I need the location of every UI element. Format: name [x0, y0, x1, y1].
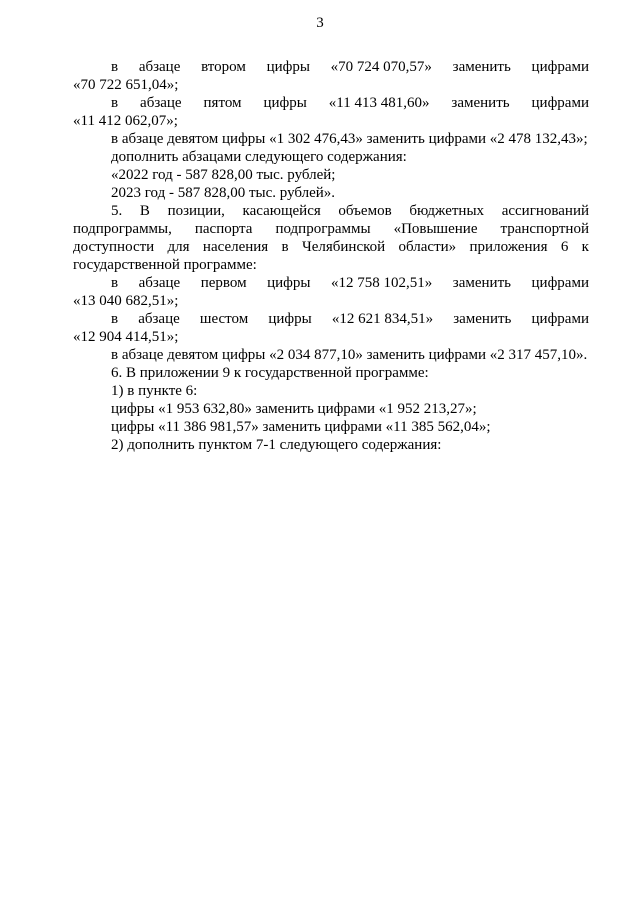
word: абзаце — [138, 275, 181, 291]
word: «11 413 481,60» — [328, 95, 430, 111]
word: шестом — [199, 311, 249, 327]
word: заменить — [451, 95, 510, 111]
amendment-item-5 — [73, 202, 589, 274]
word: цифры — [266, 59, 310, 75]
amendment-paragraph-4: дополнить абзацами следующего содержания: — [111, 149, 407, 165]
word: «70 724 070,57» — [330, 59, 432, 75]
word: заменить — [453, 311, 512, 327]
word: транспортной — [500, 221, 589, 237]
quote-line-2023: 2023 год - 587 828,00 тыс. рублей». — [111, 185, 336, 201]
word: пятом — [203, 95, 242, 111]
justified-line — [73, 310, 589, 328]
word: в — [111, 311, 119, 327]
word: ассигнований — [501, 203, 589, 219]
word: цифры — [267, 275, 311, 291]
word: абзаце — [138, 311, 180, 327]
word: цифры — [268, 311, 312, 327]
word: бюджетных — [409, 203, 485, 219]
word: в — [111, 95, 119, 111]
amendment-paragraph-13: цифры «1 953 632,80» заменить цифрами «1 952 213,27»; — [111, 401, 477, 417]
word: в — [111, 59, 119, 75]
word: подпрограммы, — [73, 221, 172, 237]
text-line: «11 412 062,07»; — [73, 113, 178, 129]
word: Челябинской — [301, 239, 386, 255]
amendment-paragraph-2 — [73, 94, 589, 130]
word: В — [139, 203, 150, 219]
justified-line — [73, 220, 589, 238]
word: цифрами — [531, 275, 589, 291]
word: «12 621 834,51» — [331, 311, 434, 327]
word: в — [111, 275, 119, 291]
word: втором — [201, 59, 246, 75]
word: цифрами — [531, 311, 589, 327]
word: объемов — [338, 203, 392, 219]
word: паспорта — [194, 221, 253, 237]
text-line: государственной программе: — [73, 257, 257, 273]
justified-line — [73, 274, 589, 292]
word: цифрами — [531, 59, 589, 75]
word: приложения — [469, 239, 548, 255]
word: «Повышение — [393, 221, 478, 237]
sub-item-2: 2) дополнить пунктом 7-1 следующего содержания: — [111, 437, 442, 453]
amendment-paragraph-1 — [73, 58, 589, 94]
amendment-paragraph-8 — [73, 274, 589, 310]
justified-line — [73, 202, 589, 220]
word: в — [281, 239, 289, 255]
word: абзаце — [140, 95, 182, 111]
amendment-paragraph-14: цифры «11 386 981,57» заменить цифрами «11 385 562,04»; — [111, 419, 491, 435]
page-number: 3 — [316, 15, 324, 31]
text-line: «12 904 414,51»; — [73, 329, 179, 345]
justified-line — [73, 238, 589, 256]
word: для — [167, 239, 190, 255]
word: цифрами — [531, 95, 589, 111]
justified-line — [73, 94, 589, 112]
word: позиции, — [167, 203, 225, 219]
word: 5. — [111, 203, 123, 219]
word: первом — [200, 275, 247, 291]
word: населения — [202, 239, 269, 255]
sub-item-1: 1) в пункте 6: — [111, 383, 198, 399]
amendment-item-6: 6. В приложении 9 к государственной программе: — [111, 365, 429, 381]
text-line: «70 722 651,04»; — [73, 77, 179, 93]
word: к — [581, 239, 589, 255]
word: цифры — [263, 95, 307, 111]
amendment-paragraph-3: в абзаце девятом цифры «1 302 476,43» заменить цифрами «2 478 132,43»; — [111, 131, 588, 147]
word: 6 — [560, 239, 569, 255]
document-body — [73, 58, 589, 454]
text-line: «13 040 682,51»; — [73, 293, 179, 309]
word: абзаце — [138, 59, 181, 75]
justified-line — [73, 58, 589, 76]
word: заменить — [452, 275, 511, 291]
word: доступности — [73, 239, 155, 255]
quote-line-2022: «2022 год - 587 828,00 тыс. рублей; — [111, 167, 336, 183]
amendment-paragraph-10: в абзаце девятом цифры «2 034 877,10» заменить цифрами «2 317 457,10». — [111, 347, 588, 363]
word: подпрограммы — [275, 221, 371, 237]
word: заменить — [452, 59, 511, 75]
word: области» — [398, 239, 457, 255]
word: «12 758 102,51» — [331, 275, 433, 291]
word: касающейся — [242, 203, 321, 219]
amendment-paragraph-9 — [73, 310, 589, 346]
